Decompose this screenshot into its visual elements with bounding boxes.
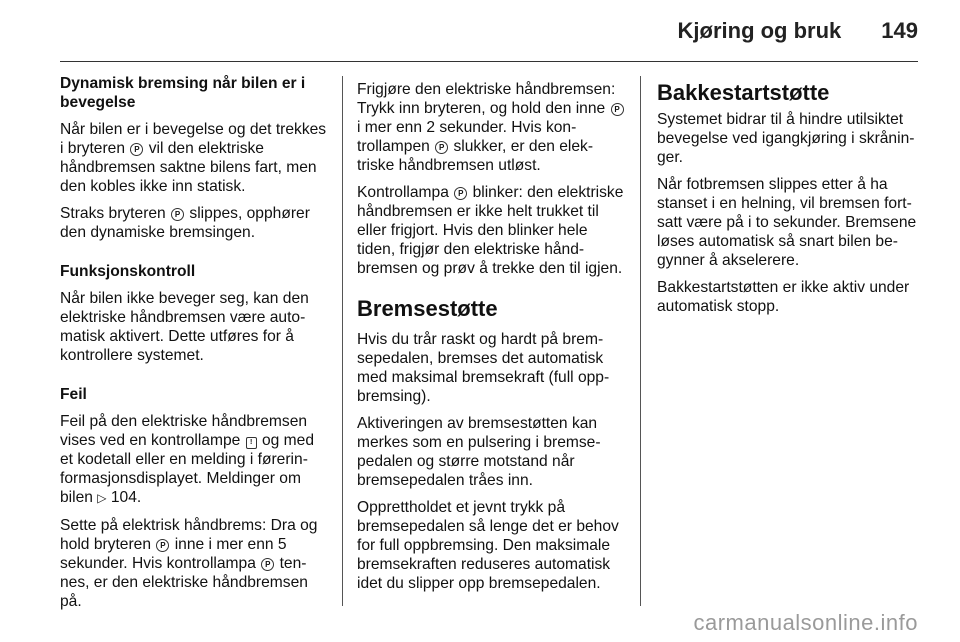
parking-brake-icon: P <box>261 558 274 571</box>
text: Straks bryteren <box>60 205 166 222</box>
section-heading: Funksjonskontroll <box>60 263 196 280</box>
text: inne i mer enn 5 sekunder. Hvis kontrollampa <box>60 536 287 572</box>
page-number: 149 <box>881 18 918 43</box>
parking-brake-icon: P <box>156 539 169 552</box>
paragraph: Bakkestartstøtten er ikke aktiv under automatisk stopp. <box>657 279 910 315</box>
text: og med et kodetall eller en melding i førerinformasjonsdisplayet. Meldinger om bilen <box>60 432 314 506</box>
column-2 <box>357 80 625 601</box>
text: i mer enn 2 sekunder. Hvis kontrollampen <box>357 119 577 155</box>
text: Kontrollampa <box>357 184 449 201</box>
text: slukker, er den elektriske håndbremsen utløst. <box>357 138 594 174</box>
section-heading: Dynamisk bremsing når bilen er i bevegelse <box>60 75 306 111</box>
text: Frigjøre den elektriske håndbremsen: Trykk inn bryteren, og hold den inne <box>357 81 616 117</box>
parking-brake-icon: P <box>611 103 624 116</box>
paragraph <box>60 516 328 611</box>
column-3 <box>657 80 925 324</box>
section-heading: Bremsestøtte <box>357 296 498 321</box>
column-1 <box>60 74 328 619</box>
text: vil den elektriske håndbremsen saktne bilens fart, men den kobles ikke inn statisk. <box>60 140 317 195</box>
column-divider <box>640 76 641 606</box>
paragraph <box>60 120 328 196</box>
page-title: Kjøring og bruk <box>677 18 842 43</box>
paragraph <box>357 183 625 278</box>
column-divider <box>342 76 343 606</box>
watermark: carmanualsonline.info <box>693 610 918 635</box>
parking-brake-icon: P <box>454 187 467 200</box>
brake-fault-icon: ! <box>246 437 257 449</box>
text: Sette på elektrisk håndbrems: Dra og hold bryteren <box>60 517 318 553</box>
parking-brake-icon: P <box>130 143 143 156</box>
text: tennes, er den elektriske håndbremsen på. <box>60 555 308 610</box>
paragraph: Hvis du trår raskt og hardt på bremsepedalen, bremses det automatisk med maksimal bremsekraft (full oppbremsing). <box>357 331 610 405</box>
parking-brake-icon: P <box>435 141 448 154</box>
text: Når bilen er i bevegelse og det trekkes i bryteren <box>60 121 327 157</box>
page-reference[interactable]: 104. <box>110 489 142 506</box>
parking-brake-icon: P <box>171 208 184 221</box>
arrow-right-icon: ▷ <box>97 491 107 505</box>
paragraph: Aktiveringen av bremsestøtten kan merkes som en pulsering i bremsepedalen og større motstand når bremsepedalen tråes inn. <box>357 415 601 489</box>
header-divider <box>60 61 918 62</box>
paragraph: Opprettholdet et jevnt trykk på bremsepedalen så lenge det er behov for full oppbremsing. Den maksimale bremsekraften reduseres automatisk idet du slipper opp bremsepedalen. <box>357 499 619 592</box>
page-header <box>678 18 918 44</box>
paragraph: Systemet bidrar til å hindre utilsiktet bevegelse ved igangkjøring i skråninger. <box>657 111 915 166</box>
paragraph <box>60 204 328 242</box>
text: slippes, opphører den dynamiske bremsingen. <box>60 205 310 241</box>
paragraph: Når fotbremsen slippes etter å ha stanset i en helning, vil bremsen fortsatt være på i to sekunder. Bremsene løses automatisk så snart bilen begynner å akselerere. <box>657 176 917 269</box>
paragraph <box>357 80 625 175</box>
text: blinker: den elektriske håndbremsen er ikke helt trukket til eller frigjort. Hvis den blinker hele tiden, frigjør den elektriske håndbremsen og prøv å trekke den til igjen. <box>357 184 624 277</box>
section-heading: Feil <box>60 386 87 403</box>
text: Feil på den elektriske håndbremsen vises ved en kontrollampe <box>60 413 308 449</box>
section-heading: Bakkestartstøtte <box>657 80 830 105</box>
paragraph <box>60 412 328 508</box>
paragraph: Når bilen ikke beveger seg, kan den elektriske håndbremsen være automatisk aktivert. Dette utføres for å kontrollere systemet. <box>60 290 309 364</box>
